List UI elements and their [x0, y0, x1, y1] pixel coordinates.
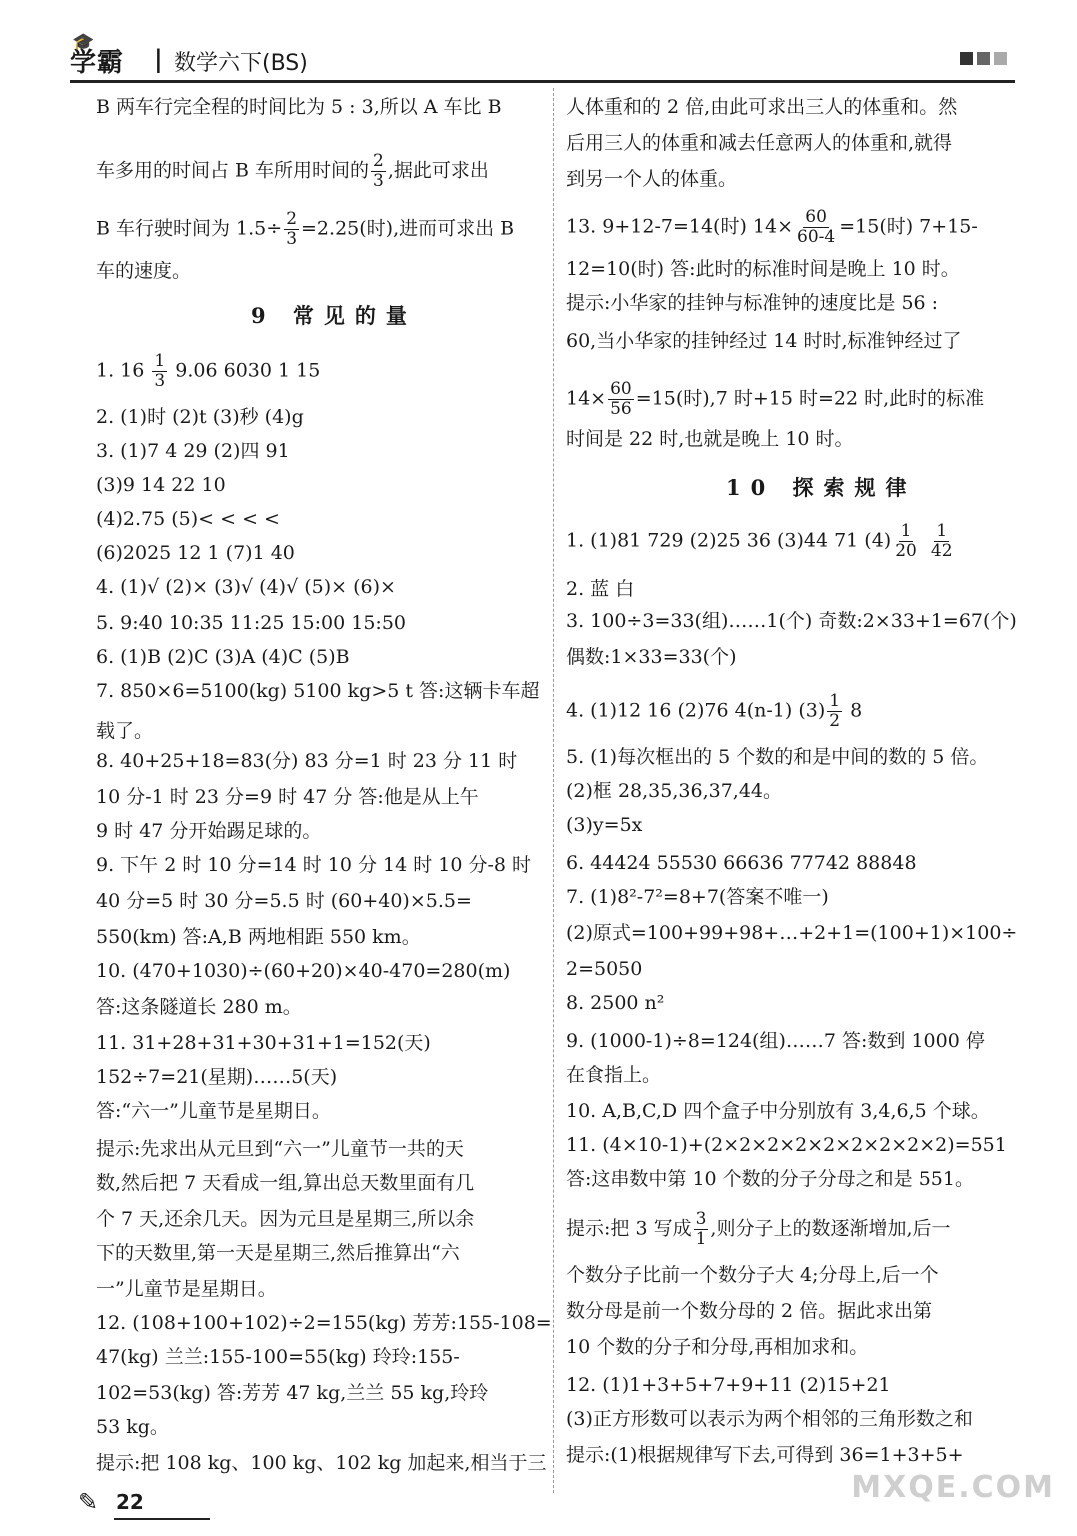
answer-line	[96, 1030, 431, 1056]
fraction-numerator: 2	[286, 209, 298, 229]
line-text: 152÷7=21(星期)……5(天)	[96, 1066, 338, 1088]
answer-line	[566, 576, 634, 602]
line-text: 10. A,B,C,D 四个盒子中分别放有 3,4,6,5 个球。	[566, 1100, 990, 1122]
answer-line	[96, 994, 302, 1020]
header-separator: |	[154, 44, 163, 73]
answer-line	[566, 644, 737, 670]
line-text: 11. (4×10-1)+(2×2×2×2×2×2×2×2×2)=551	[566, 1134, 1007, 1156]
line-text: ,据此可求出	[387, 159, 489, 182]
line-text: 550(km) 答:A,B 两地相距 550 km。	[96, 926, 421, 948]
line-text: 102=53(kg) 答:芳芳 47 kg,兰兰 55 kg,玲玲	[96, 1382, 489, 1404]
subject-title: 数学六下(BS)	[174, 51, 308, 76]
answer-line	[566, 94, 957, 120]
answer-line	[96, 152, 489, 191]
line-text: 提示:把 3 写成	[566, 1217, 692, 1240]
line-text: 提示:把 108 kg、100 kg、102 kg 加起来,相当于三	[96, 1452, 547, 1474]
line-text: 11. 31+28+31+30+31+1=152(天)	[96, 1032, 431, 1054]
line-text: (2)原式=100+99+98+…+2+1=(100+1)×100÷	[566, 922, 1018, 944]
line-text: (6)2025 12 1 (7)1 40	[96, 542, 295, 564]
graduation-cap-icon: 🎓	[72, 32, 95, 53]
line-text: 数分母是前一个数分母的 2 倍。据此求出第	[566, 1300, 933, 1322]
answer-line	[96, 258, 191, 284]
fraction-denominator: 1	[695, 1229, 707, 1249]
line-text: 12=10(时) 答:此时的标准时间是晚上 10 时。	[566, 258, 960, 280]
section-heading: 9 常见的量	[251, 303, 417, 328]
fraction-numerator: 3	[695, 1209, 707, 1229]
fraction-numerator: 60	[610, 379, 632, 399]
answer-line	[96, 1098, 331, 1124]
line-text: 47(kg) 兰兰:155-100=55(kg) 玲玲:155-	[96, 1346, 460, 1368]
answer-line	[96, 1240, 460, 1266]
line-text: 8. 2500 n²	[566, 992, 665, 1014]
brand-logo: 学霸	[70, 48, 125, 78]
fraction	[795, 208, 837, 247]
line-text: 13. 9+12-7=14(时) 14×	[566, 215, 794, 238]
answer-line	[96, 784, 479, 810]
answer-line	[566, 608, 1017, 634]
line-text: B 两车行完全程的时间比为 5 : 3,所以 A 车比 B	[96, 96, 502, 118]
fraction-denominator: 3	[373, 171, 384, 191]
line-text: (3)y=5x	[566, 814, 643, 836]
fraction	[284, 210, 299, 249]
line-text: 9 时 47 分开始踢足球的。	[96, 820, 322, 842]
line-text: 提示:先求出从元旦到“六一”儿童节一共的天	[96, 1138, 464, 1160]
line-text: 4. (1)12 16 (2)76 4(n-1) (3)	[566, 699, 826, 722]
answer-line	[96, 1170, 474, 1196]
answer-line	[566, 130, 952, 156]
line-text: ,则分子上的数逐渐增加,后一	[710, 1217, 951, 1240]
answer-line	[96, 1206, 474, 1232]
answer-line	[566, 1098, 990, 1124]
answer-line	[96, 958, 510, 984]
answer-line	[566, 166, 737, 192]
line-text: =15(时),7 时+15 时=22 时,此时的标准	[635, 387, 985, 410]
line-text: 一”儿童节是星期日。	[96, 1278, 277, 1300]
line-text: 2. (1)时 (2)t (3)秒 (4)g	[96, 406, 304, 428]
line-text: 2=5050	[566, 958, 643, 980]
fraction	[608, 380, 634, 419]
answer-line	[96, 94, 502, 120]
line-text: 5. 9:40 10:35 11:25 15:00 15:50	[96, 612, 407, 634]
answer-line	[96, 718, 153, 744]
answer-line	[96, 1136, 464, 1162]
answer-line	[566, 1442, 964, 1468]
answer-line	[96, 404, 304, 430]
line-text: 7. (1)8²-7²=8+7(答案不唯一)	[566, 886, 829, 908]
page-header	[70, 32, 1015, 86]
line-text: 10 个数的分子和分母,再相加求和。	[566, 1336, 869, 1358]
footer-rule	[114, 1518, 210, 1520]
fraction-numerator: 1	[936, 521, 948, 541]
answer-line	[96, 210, 514, 249]
line-text: (4)2.75 (5)< < < <	[96, 508, 280, 530]
line-text: 1. (1)81 729 (2)25 36 (3)44 71 (4)	[566, 529, 892, 552]
line-text: 答:这串数中第 10 个数的分子分母之和是 551。	[566, 1168, 974, 1190]
fraction-numerator: 1	[900, 521, 912, 541]
answer-line	[96, 472, 226, 498]
section-heading: 10 探索规律	[726, 475, 917, 500]
answer-line	[96, 818, 321, 844]
line-text: 40 分=5 时 30 分=5.5 时 (60+40)×5.5=	[96, 890, 472, 912]
answer-line	[96, 506, 280, 532]
page-footer	[78, 1486, 188, 1522]
line-text: (3)正方形数可以表示为两个相邻的三角形数之和	[566, 1408, 973, 1430]
answer-line	[96, 1380, 488, 1406]
answer-line	[566, 884, 829, 910]
line-text: 6. (1)B (2)C (3)A (4)C (5)B	[96, 646, 350, 668]
line-text: 个 7 天,还余几天。因为元旦是星期三,所以余	[96, 1208, 475, 1230]
line-text: 7. 850×6=5100(kg) 5100 kg>5 t 答:这辆卡车超	[96, 680, 540, 702]
line-text: 8	[844, 699, 863, 722]
fraction	[694, 1210, 709, 1249]
fraction-denominator: 3	[154, 371, 166, 391]
fraction-numerator: 2	[373, 151, 384, 171]
answer-line	[96, 438, 290, 464]
corner-marks	[960, 52, 1007, 65]
page-number: 22	[116, 1490, 144, 1514]
answer-line	[566, 1372, 891, 1398]
line-text: (3)9 14 22 10	[96, 474, 226, 496]
answer-line	[566, 920, 1017, 946]
line-text: 后用三人的体重和减去任意两人的体重和,就得	[566, 132, 953, 154]
answer-line	[566, 778, 782, 804]
fraction-denominator: 3	[286, 229, 298, 249]
line-text	[921, 530, 927, 552]
answer-line	[566, 208, 978, 247]
answer-line	[96, 540, 295, 566]
line-text: 10 分-1 时 23 分=9 时 47 分 答:他是从上午	[96, 786, 479, 808]
answer-line	[566, 1334, 868, 1360]
line-text: B 车行驶时间为 1.5÷	[96, 217, 283, 240]
answer-line	[96, 644, 350, 670]
fraction-denominator: 42	[930, 541, 953, 561]
line-text: 10. (470+1030)÷(60+20)×40-470=280(m)	[96, 960, 511, 982]
line-text: 2. 蓝 白	[566, 578, 635, 600]
line-text: 60,当小华家的挂钟经过 14 时时,标准钟经过了	[566, 330, 962, 352]
line-text: 数,然后把 7 天看成一组,算出总天数里面有几	[96, 1172, 475, 1194]
answer-line	[566, 380, 984, 419]
line-text: 答:“六一”儿童节是星期日。	[96, 1100, 331, 1122]
fraction-numerator: 1	[829, 691, 841, 711]
answer-line	[566, 850, 917, 876]
answer-line	[566, 1166, 974, 1192]
line-text: =2.25(时),进而可求出 B	[301, 217, 515, 240]
line-text: 53 kg。	[96, 1416, 169, 1438]
line-text: 提示:(1)根据规律写下去,可得到 36=1+3+5+	[566, 1444, 964, 1466]
fraction	[152, 352, 167, 391]
answer-line	[96, 924, 421, 950]
fraction	[893, 522, 919, 561]
line-text: 车的速度。	[96, 260, 192, 282]
fraction-denominator: 2	[829, 711, 841, 731]
line-text: 5. (1)每次框出的 5 个数的和是中间的数的 5 倍。	[566, 746, 989, 768]
line-text: 提示:小华家的挂钟与标准钟的速度比是 56 :	[566, 292, 939, 314]
line-text: 个数分子比前一个数分子大 4;分母上,后一个	[566, 1264, 939, 1286]
answer-line	[96, 748, 517, 774]
answer-line	[96, 1450, 546, 1476]
answer-line	[566, 1132, 1007, 1158]
column-divider	[553, 88, 554, 1493]
fraction-denominator: 56	[610, 399, 632, 419]
fraction-numerator: 60	[805, 207, 827, 227]
line-text: 车多用的时间占 B 车所用时间的	[96, 159, 370, 182]
answer-line	[96, 352, 320, 391]
answer-line	[566, 692, 862, 731]
line-text: =15(时) 7+15-	[839, 215, 978, 238]
answer-line	[96, 852, 531, 878]
line-text: 偶数:1×33=33(个)	[566, 646, 737, 668]
fraction-denominator: 20	[895, 541, 917, 561]
answer-line	[566, 1028, 985, 1054]
answer-line	[96, 574, 396, 600]
line-text: 载了。	[96, 720, 154, 742]
line-text: 人体重和的 2 倍,由此可求出三人的体重和。然	[566, 96, 958, 118]
answer-line	[566, 744, 988, 770]
answer-line	[96, 678, 539, 704]
answer-line	[566, 256, 960, 282]
answer-line	[566, 812, 642, 838]
line-text: 14×	[566, 387, 607, 410]
answer-line	[96, 1310, 552, 1336]
answer-line	[566, 426, 854, 452]
line-text: 答:这条隧道长 280 m。	[96, 996, 302, 1018]
pencil-icon: ✎	[78, 1488, 99, 1516]
fraction-numerator: 1	[154, 351, 166, 371]
line-text: 下的天数里,第一天是星期三,然后推算出“六	[96, 1242, 460, 1264]
answer-line	[566, 1210, 951, 1249]
line-text: 9. (1000-1)÷8=124(组)……7 答:数到 1000 停	[566, 1030, 985, 1052]
line-text: 到另一个人的体重。	[566, 168, 738, 190]
line-text: 6. 44424 55530 66636 77742 88848	[566, 852, 917, 874]
answer-line	[96, 1344, 460, 1370]
fraction	[827, 692, 842, 731]
answer-line	[96, 1276, 277, 1302]
fraction	[929, 522, 955, 561]
answer-line	[96, 610, 406, 636]
watermark: MXQE.COM	[851, 1470, 1055, 1505]
line-text: 时间是 22 时,也就是晚上 10 时。	[566, 428, 854, 450]
line-text: 3. (1)7 4 29 (2)四 91	[96, 440, 290, 462]
answer-line	[566, 1262, 939, 1288]
answer-line	[566, 1406, 973, 1432]
answer-line	[566, 1298, 932, 1324]
answer-line	[566, 990, 664, 1016]
answer-line	[96, 1064, 337, 1090]
answer-line	[566, 290, 938, 316]
line-text: (2)框 28,35,36,37,44。	[566, 780, 782, 802]
line-text: 12. (108+100+102)÷2=155(kg) 芳芳:155-108=	[96, 1312, 552, 1334]
line-text: 3. 100÷3=33(组)……1(个) 奇数:2×33+1=67(个)	[566, 610, 1017, 632]
line-text: 4. (1)√ (2)× (3)√ (4)√ (5)× (6)×	[96, 576, 396, 598]
line-text: 在食指上。	[566, 1064, 662, 1086]
line-text: 8. 40+25+18=83(分) 83 分=1 时 23 分 11 时	[96, 750, 518, 772]
fraction-denominator: 60-4	[797, 227, 836, 247]
header-rule	[70, 80, 1015, 83]
answer-line	[96, 888, 472, 914]
answer-line	[566, 328, 962, 354]
answer-line	[96, 1414, 169, 1440]
answer-line	[566, 956, 642, 982]
line-text: 1. 16	[96, 359, 151, 382]
answer-line	[566, 1062, 661, 1088]
fraction	[371, 152, 386, 191]
line-text: 9.06 6030 1 15	[169, 359, 321, 382]
answer-line	[566, 522, 957, 561]
line-text: 12. (1)1+3+5+7+9+11 (2)15+21	[566, 1374, 891, 1396]
line-text: 9. 下午 2 时 10 分=14 时 10 分 14 时 10 分-8 时	[96, 854, 532, 876]
